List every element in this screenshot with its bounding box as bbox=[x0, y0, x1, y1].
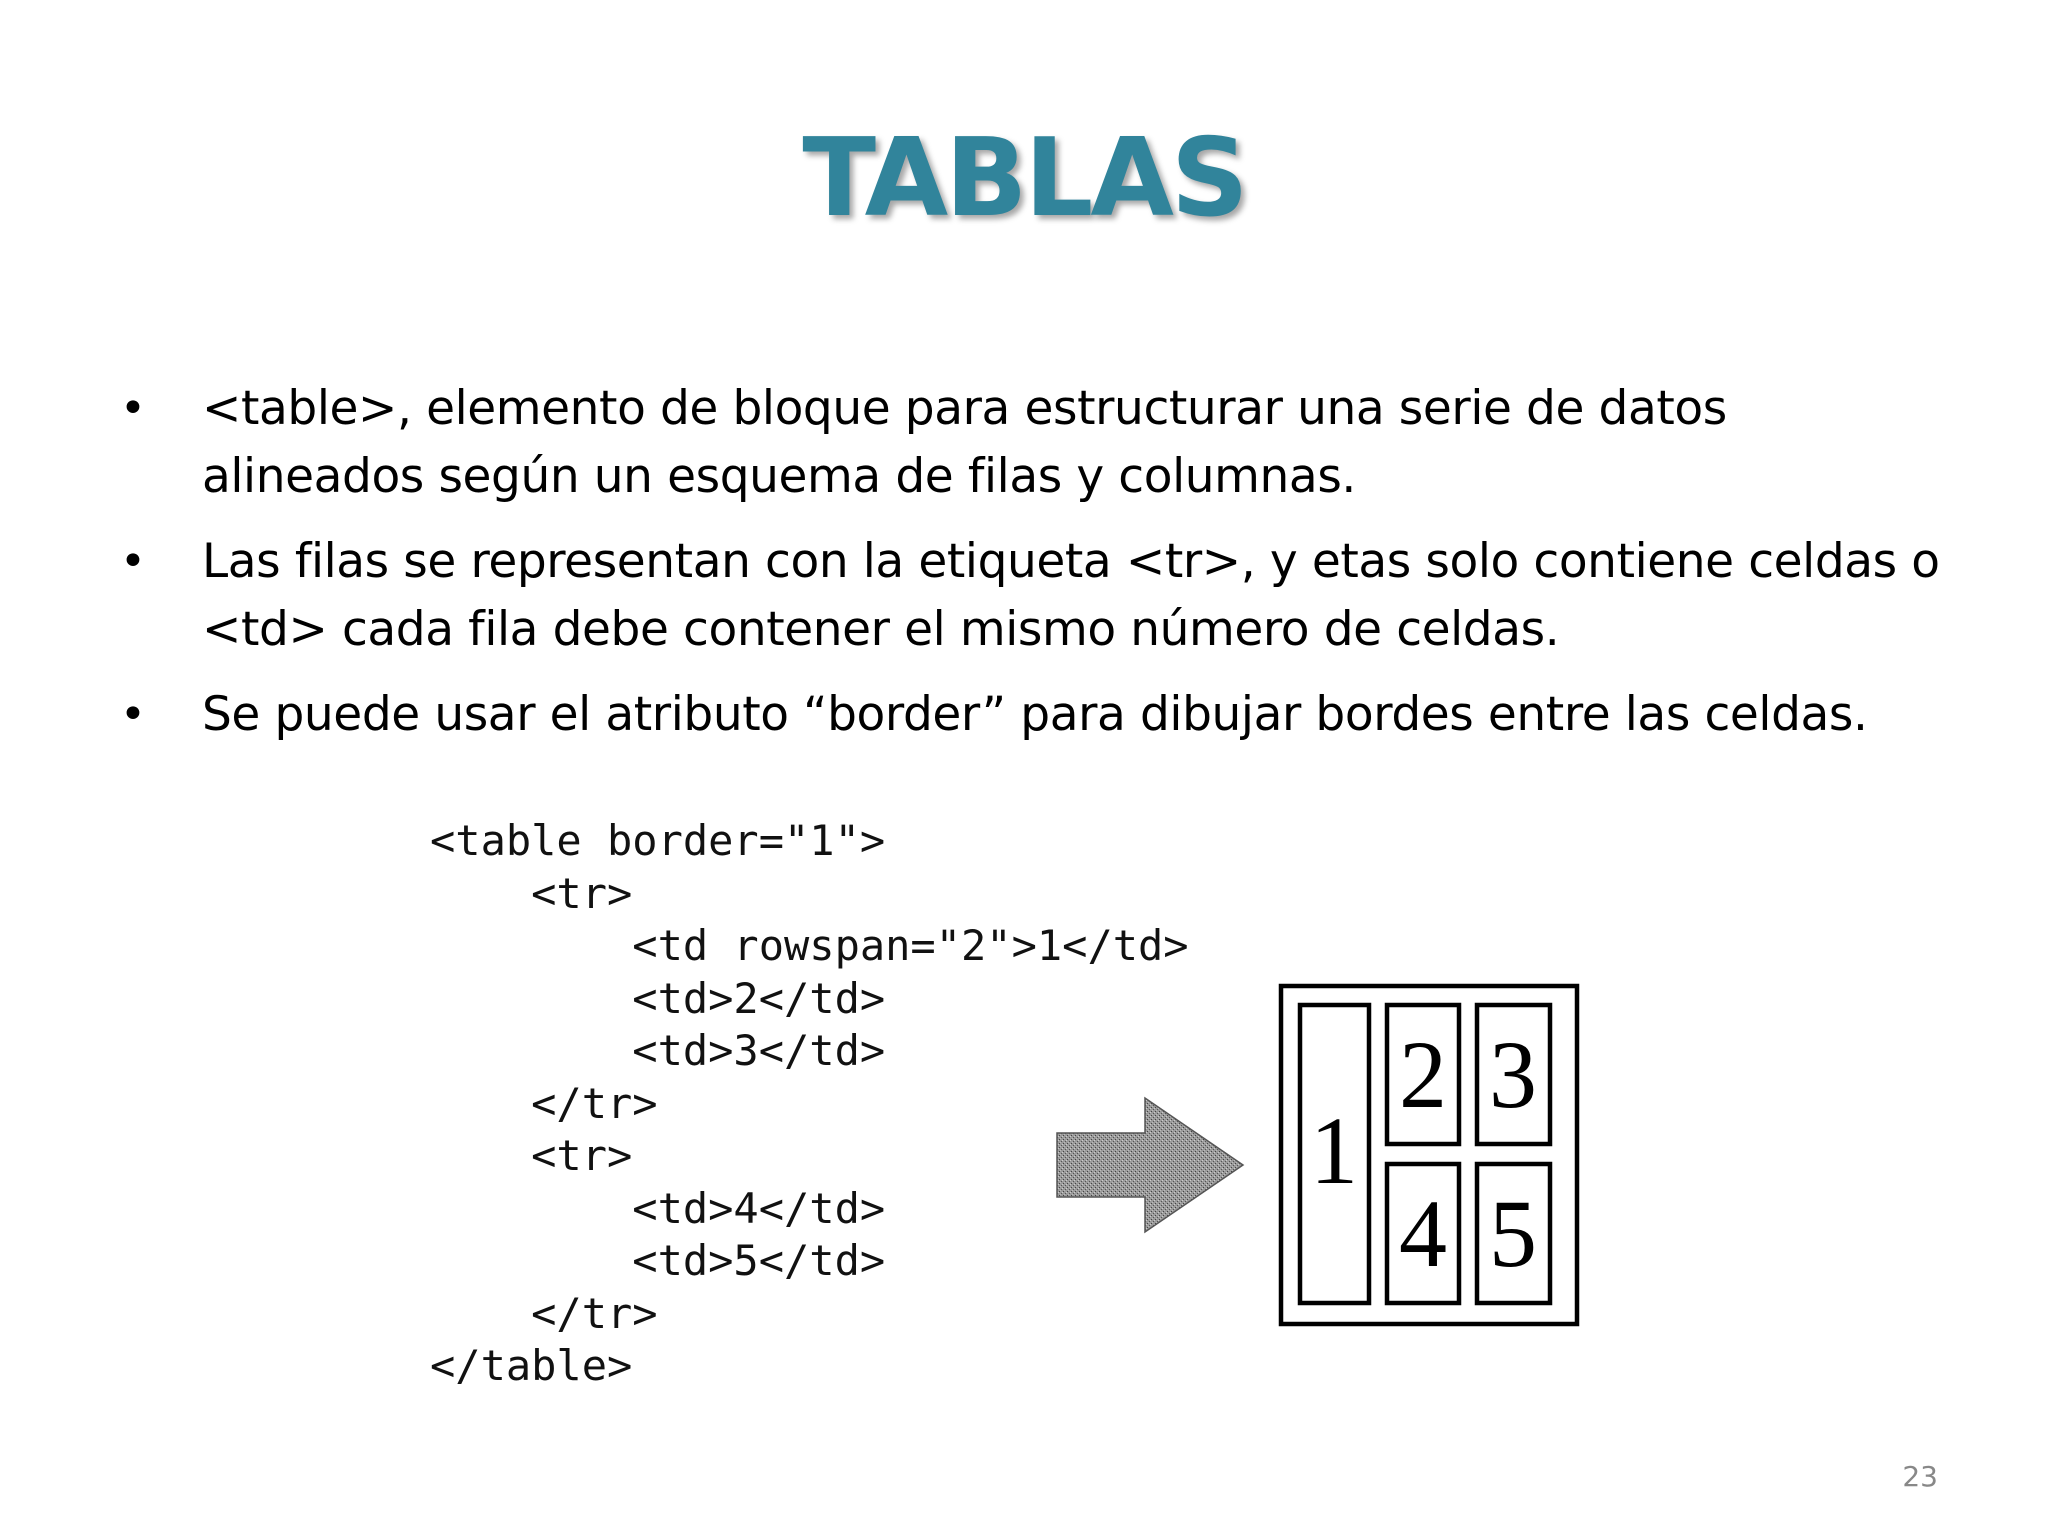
code-line: <td rowspan="2">1</td> bbox=[430, 921, 1189, 970]
bullet-dot-icon: • bbox=[120, 689, 146, 740]
cell-value: 4 bbox=[1399, 1180, 1447, 1287]
code-line: <td>2</td> bbox=[430, 973, 886, 1023]
rendered-table-diagram bbox=[1278, 983, 1580, 1327]
code-line: <td>5</td> bbox=[430, 1236, 886, 1285]
bullet-text: <table>, elemento de bloque para estructurar una serie de datos alineados según un esquema de filas y columnas. bbox=[202, 381, 1727, 504]
code-line: </tr> bbox=[430, 1078, 658, 1128]
right-arrow-icon bbox=[1055, 1095, 1245, 1235]
cell-value: 2 bbox=[1399, 1021, 1447, 1128]
cell-value: 5 bbox=[1489, 1180, 1537, 1287]
code-line: </table> bbox=[430, 1341, 633, 1390]
code-line: <td>4</td> bbox=[430, 1183, 886, 1233]
code-line: <tr> bbox=[430, 868, 633, 918]
cell-value: 1 bbox=[1310, 1097, 1358, 1204]
page-number: 23 bbox=[1902, 1460, 1938, 1493]
bullet-item bbox=[120, 375, 1960, 511]
code-line: <td>3</td> bbox=[430, 1026, 886, 1075]
bullet-item bbox=[120, 528, 1960, 664]
code-line: </tr> bbox=[430, 1288, 658, 1338]
bullet-item bbox=[120, 681, 1960, 749]
code-line: <tr> bbox=[430, 1131, 633, 1180]
bullet-text: Se puede usar el atributo “border” para dibujar bordes entre las celdas. bbox=[202, 687, 1868, 742]
cell-value: 3 bbox=[1489, 1021, 1537, 1128]
bullet-dot-icon: • bbox=[120, 383, 146, 434]
bullet-text: Las filas se representan con la etiqueta <tr>, y etas solo contiene celdas o <td> cada fila debe contener el mismo número de celdas. bbox=[202, 534, 1940, 657]
slide-title: TABLAS bbox=[802, 116, 1246, 241]
code-line: <table border="1"> bbox=[430, 816, 886, 865]
bullet-list bbox=[120, 375, 1960, 766]
bullet-dot-icon: • bbox=[120, 536, 146, 587]
